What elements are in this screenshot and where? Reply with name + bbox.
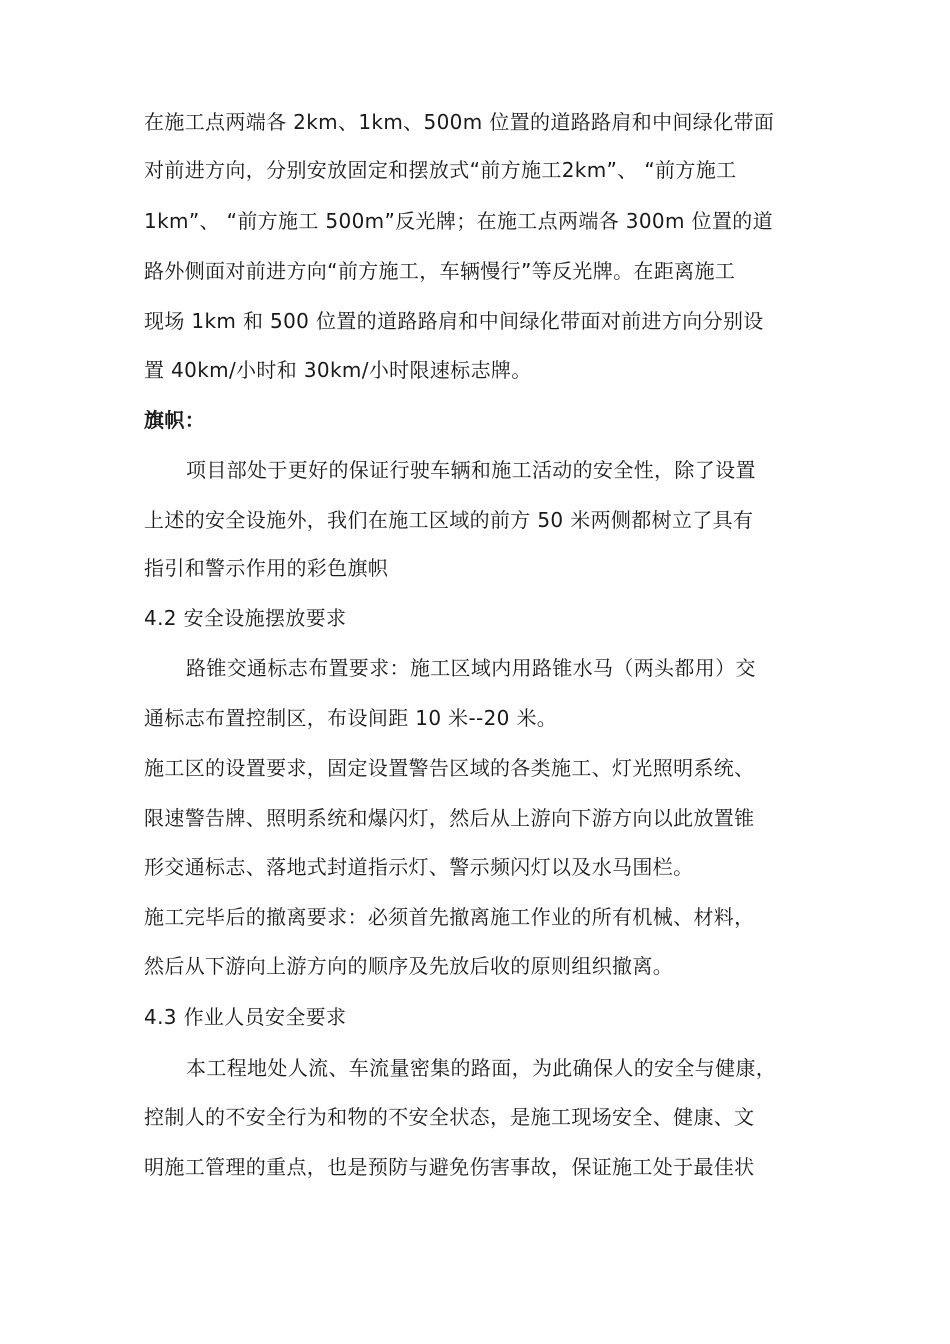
section-heading-4-3: 4.3 作业人员安全要求 bbox=[144, 1005, 347, 1029]
paragraph-line: 在施工点两端各 2km、1km、500m 位置的道路路肩和中间绿化带面 bbox=[144, 110, 775, 134]
paragraph-line: 对前进方向，分别安放固定和摆放式“前方施工2km”、 “前方施工 bbox=[144, 158, 737, 182]
paragraph-line: 置 40km/小时和 30km/小时限速标志牌。 bbox=[144, 358, 532, 382]
paragraph-line: 施工完毕后的撤离要求：必须首先撤离施工作业的所有机械、材料， bbox=[144, 905, 755, 929]
paragraph-line: 本工程地处人流、车流量密集的路面，为此确保人的安全与健康， bbox=[186, 1056, 777, 1080]
paragraph-line: 通标志布置控制区，布设间距 10 米--20 米。 bbox=[144, 706, 558, 730]
paragraph-line: 然后从下游向上游方向的顺序及先放后收的原则组织撤离。 bbox=[144, 954, 674, 978]
paragraph-line: 路锥交通标志布置要求：施工区域内用路锥水马（两头都用）交 bbox=[186, 656, 756, 680]
paragraph-line: 路外侧面对前进方向“前方施工，车辆慢行”等反光牌。在距离施工 bbox=[144, 259, 736, 283]
paragraph-line: 指引和警示作用的彩色旗帜 bbox=[144, 556, 389, 580]
paragraph-line: 现场 1km 和 500 位置的道路路肩和中间绿化带面对前进方向分别设 bbox=[144, 309, 764, 333]
paragraph-line: 1km”、 “前方施工 500m”反光牌；在施工点两端各 300m 位置的道 bbox=[144, 209, 773, 233]
paragraph-line: 明施工管理的重点，也是预防与避免伤害事故，保证施工处于最佳状 bbox=[144, 1155, 755, 1179]
paragraph-line: 限速警告牌、照明系统和爆闪灯，然后从上游向下游方向以此放置锥 bbox=[144, 806, 755, 830]
paragraph-line: 控制人的不安全行为和物的不安全状态，是施工现场安全、健康、文 bbox=[144, 1105, 755, 1129]
paragraph-line: 上述的安全设施外，我们在施工区域的前方 50 米两侧都树立了具有 bbox=[144, 508, 754, 532]
paragraph-line: 形交通标志、落地式封道指示灯、警示频闪灯以及水马围栏。 bbox=[144, 855, 694, 879]
paragraph-line: 项目部处于更好的保证行驶车辆和施工活动的安全性，除了设置 bbox=[186, 458, 756, 482]
section-heading-4-2: 4.2 安全设施摆放要求 bbox=[144, 606, 347, 630]
section-heading-flags: 旗帜： bbox=[144, 408, 206, 432]
paragraph-line: 施工区的设置要求，固定设置警告区域的各类施工、灯光照明系统、 bbox=[144, 756, 755, 780]
